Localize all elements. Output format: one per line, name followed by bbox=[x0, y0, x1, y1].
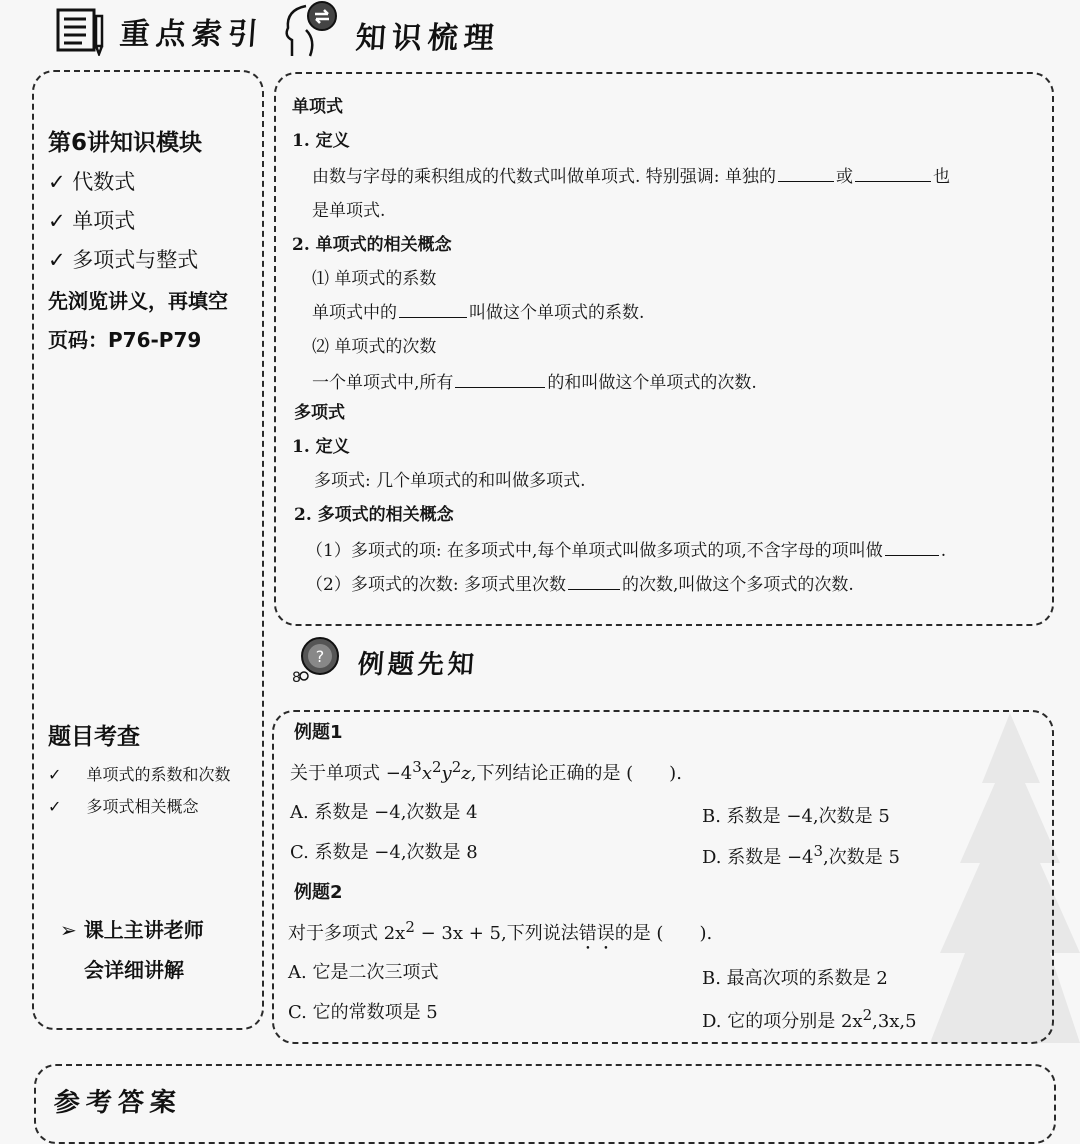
module-item: ✓ 多项式与整式 bbox=[48, 248, 199, 272]
topic-item bbox=[48, 762, 231, 785]
concept-title: 2. 多项式的相关概念 bbox=[294, 505, 454, 525]
svg-text:?: ? bbox=[315, 647, 325, 666]
fill-blank[interactable] bbox=[778, 167, 834, 182]
knowledge-title: 知识梳理 bbox=[354, 21, 501, 56]
section-title-monomial: 单项式 bbox=[292, 97, 343, 117]
module-item: ✓ 单项式 bbox=[48, 209, 136, 233]
examples-title: 例题先知 bbox=[356, 649, 479, 680]
fill-blank[interactable] bbox=[455, 373, 545, 388]
fill-blank[interactable] bbox=[855, 167, 931, 182]
page-header bbox=[0, 4, 1080, 60]
example-2-option-c[interactable]: C. 它的常数项是 5 bbox=[288, 1002, 438, 1023]
degree-line bbox=[312, 368, 757, 393]
instruction-text: 先浏览讲义，再填空 bbox=[48, 289, 228, 313]
option-text: D. 系数是 −4 bbox=[702, 847, 814, 868]
answer-panel bbox=[34, 1064, 1056, 1144]
example-1-option-c[interactable]: C. 系数是 −4,次数是 8 bbox=[290, 842, 478, 863]
q-text: 对于多项式 2x bbox=[288, 923, 406, 944]
section-title-polynomial: 多项式 bbox=[294, 403, 345, 423]
examples-panel bbox=[272, 710, 1054, 1044]
degree-title: ⑵ 单项式的次数 bbox=[312, 337, 437, 357]
example-1-option-a[interactable]: A. 系数是 −4,次数是 4 bbox=[290, 802, 478, 823]
teacher-note-2: 会详细讲解 bbox=[84, 958, 184, 982]
degree-pre: 一个单项式中,所有 bbox=[312, 373, 454, 393]
example-1-option-b[interactable]: B. 系数是 −4,次数是 5 bbox=[702, 806, 890, 827]
polynomial-definition: 多项式: 几个单项式的和叫做多项式. bbox=[314, 471, 586, 491]
poly-degree-post: 的次数,叫做这个多项式的次数. bbox=[621, 575, 854, 595]
topic-label: 单项式的系数和次数 bbox=[86, 765, 231, 784]
q-exponent: 2 bbox=[451, 758, 462, 776]
head-thinking-icon bbox=[282, 0, 346, 60]
option-text: ,3x,5 bbox=[872, 1011, 917, 1032]
topic-label: 多项式相关概念 bbox=[86, 797, 199, 816]
coefficient-line bbox=[312, 298, 644, 323]
example-2-title: 例题2 bbox=[294, 882, 343, 903]
q-text: 关于单项式 −4 bbox=[290, 763, 413, 784]
definition-title: 1. 定义 bbox=[292, 131, 350, 151]
answer-title: 参考答案 bbox=[52, 1088, 183, 1118]
index-header bbox=[56, 6, 264, 56]
definition-text: 由数与字母的乘积组成的代数式叫做单项式. 特别强调: 单独的 bbox=[312, 167, 776, 187]
option-text: ,次数是 5 bbox=[823, 847, 900, 868]
coefficient-title: ⑴ 单项式的系数 bbox=[312, 269, 437, 289]
example-1-question bbox=[290, 758, 682, 785]
also-text: 也 bbox=[932, 167, 950, 187]
term-text: （1）多项式的项: 在多项式中,每个单项式叫做多项式的项,不含字母的项叫做 bbox=[306, 541, 883, 561]
q-text: ,下列结论正确的是 ( ). bbox=[470, 763, 682, 784]
example-2-option-b[interactable]: B. 最高次项的系数是 2 bbox=[702, 968, 888, 989]
option-text: D. 它的项分别是 2x bbox=[702, 1011, 863, 1032]
definition-title: 1. 定义 bbox=[292, 437, 350, 457]
q-var: y bbox=[441, 763, 452, 784]
q-emphasis: 错误 bbox=[578, 923, 615, 944]
q-var: z bbox=[461, 763, 471, 784]
notebook-pencil-icon bbox=[56, 6, 104, 56]
period: . bbox=[940, 541, 947, 561]
module-item: ✓ 代数式 bbox=[48, 170, 136, 194]
check-icon: ✓ bbox=[48, 797, 62, 816]
poly-degree-pre: （2）多项式的次数: 多项式里次数 bbox=[306, 575, 566, 595]
option-exponent: 2 bbox=[862, 1006, 873, 1024]
topics-title: 题目考查 bbox=[48, 724, 140, 750]
q-text: 的是 ( ). bbox=[614, 923, 713, 944]
fill-blank[interactable] bbox=[399, 303, 467, 318]
monomial-definition bbox=[312, 162, 950, 187]
coefficient-pre: 单项式中的 bbox=[312, 303, 397, 323]
coefficient-post: 叫做这个单项式的系数. bbox=[469, 303, 645, 323]
concept-title: 2. 单项式的相关概念 bbox=[292, 235, 452, 255]
knowledge-header bbox=[282, 0, 500, 60]
examples-header bbox=[288, 634, 478, 690]
page-number: 8 bbox=[292, 670, 301, 686]
topic-item bbox=[48, 794, 199, 817]
fill-blank[interactable] bbox=[885, 541, 939, 556]
check-icon: ✓ bbox=[48, 765, 62, 784]
q-var: x bbox=[421, 763, 432, 784]
or-text: 或 bbox=[835, 167, 853, 187]
index-panel bbox=[32, 70, 264, 1030]
q-exponent: 2 bbox=[431, 758, 442, 776]
example-2-option-a[interactable]: A. 它是二次三项式 bbox=[288, 962, 439, 983]
polynomial-term-line bbox=[306, 536, 946, 561]
q-exponent: 3 bbox=[412, 758, 422, 776]
index-title: 重点索引 bbox=[118, 17, 265, 52]
option-exponent: 3 bbox=[813, 842, 824, 860]
lesson-title: 第6讲知识模块 bbox=[48, 130, 203, 156]
definition-text-2: 是单项式. bbox=[312, 201, 386, 221]
page-range: 页码：P76-P79 bbox=[48, 328, 202, 352]
q-exponent: 2 bbox=[405, 918, 415, 936]
fill-blank[interactable] bbox=[568, 575, 620, 590]
example-1-title: 例题1 bbox=[294, 722, 343, 743]
example-2-option-d[interactable] bbox=[702, 1006, 917, 1033]
example-2-question bbox=[288, 918, 712, 954]
example-1-option-d[interactable] bbox=[702, 842, 900, 869]
q-text: − 3x + 5,下列说法 bbox=[414, 923, 579, 944]
degree-post: 的和叫做这个单项式的次数. bbox=[547, 373, 757, 393]
knowledge-panel bbox=[274, 72, 1054, 626]
teacher-note: ➢ 课上主讲老师 bbox=[60, 918, 204, 942]
polynomial-degree-line bbox=[306, 570, 854, 595]
question-bubble-icon bbox=[288, 634, 344, 690]
